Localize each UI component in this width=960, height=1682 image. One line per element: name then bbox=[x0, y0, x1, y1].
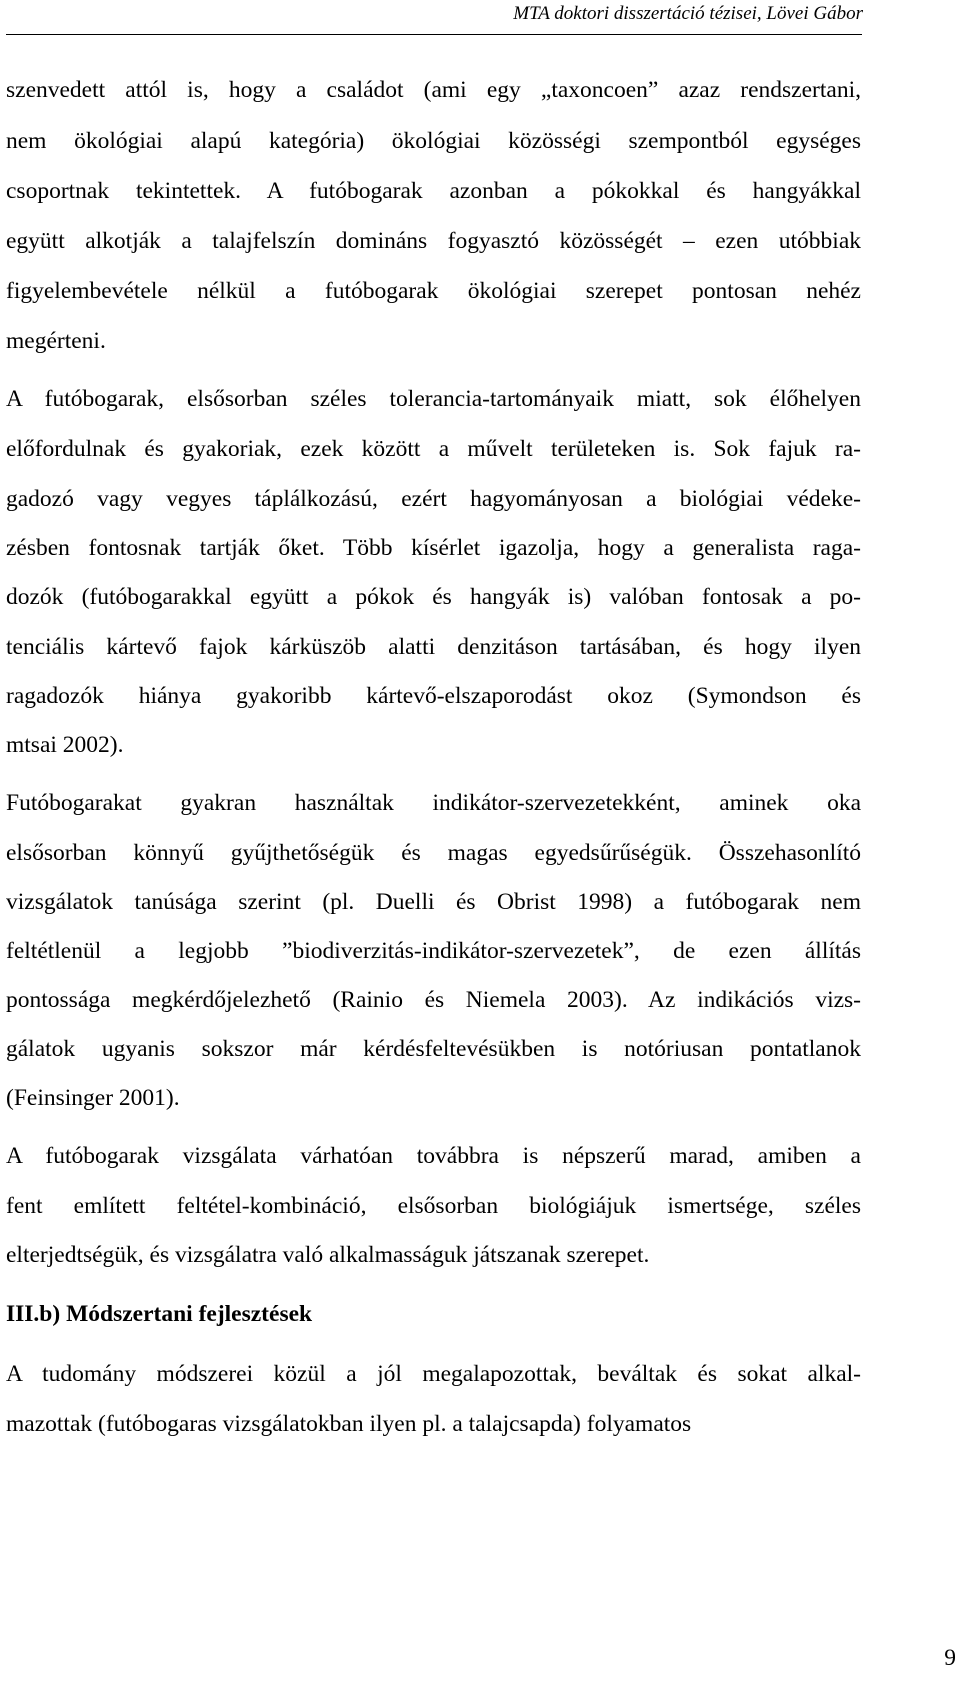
body-line: megérteni. bbox=[6, 328, 106, 354]
body-line: fent említett feltétel-kombináció, elsősorban biológiájuk ismertsége, széles bbox=[6, 1193, 861, 1219]
body-line: elsősorban könnyű gyűjthetőségük és magas egyedsűrűségük. Összehasonlító bbox=[6, 840, 861, 866]
body-line: pontossága megkérdőjelezhető (Rainio és Niemela 2003). Az indikációs vizs- bbox=[6, 987, 861, 1013]
body-line: A tudomány módszerei közül a jól megalapozottak, beváltak és sokat alkal- bbox=[6, 1361, 861, 1387]
body-line: figyelembevétele nélkül a futóbogarak ökológiai szerepet pontosan nehéz bbox=[6, 278, 861, 304]
body-line: dozók (futóbogarakkal együtt a pókok és hangyák is) valóban fontosak a po- bbox=[6, 584, 861, 610]
body-line: A futóbogarak vizsgálata várhatóan továbbra is népszerű marad, amiben a bbox=[6, 1143, 861, 1169]
body-line: csoportnak tekintettek. A futóbogarak azonban a pókokkal és hangyákkal bbox=[6, 178, 861, 204]
body-line: vizsgálatok tanúsága szerint (pl. Duelli és Obrist 1998) a futóbogarak nem bbox=[6, 889, 861, 915]
body-line: (Feinsinger 2001). bbox=[6, 1085, 180, 1111]
body-line: zésben fontosnak tartják őket. Több kísérlet igazolja, hogy a generalista raga- bbox=[6, 535, 861, 561]
body-line: ragadozók hiánya gyakoribb kártevő-elszaporodást okoz (Symondson és bbox=[6, 683, 861, 709]
body-line: gadozó vagy vegyes táplálkozású, ezért hagyományosan a biológiai védeke- bbox=[6, 486, 861, 512]
body-line: szenvedett attól is, hogy a családot (ami egy „taxoncoen” azaz rendszertani, bbox=[6, 77, 861, 103]
body-line: együtt alkotják a talajfelszín domináns fogyasztó közösségét – ezen utóbbiak bbox=[6, 228, 861, 254]
running-header: MTA doktori disszertáció tézisei, Lövei Gábor bbox=[513, 3, 863, 24]
header-rule bbox=[6, 34, 862, 35]
body-line: gálatok ugyanis sokszor már kérdésfeltevésükben is notóriusan pontatlanok bbox=[6, 1036, 861, 1062]
body-line: mtsai 2002). bbox=[6, 732, 124, 758]
section-heading: III.b) Módszertani fejlesztések bbox=[6, 1301, 313, 1327]
body-line: nem ökológiai alapú kategória) ökológiai közösségi szempontból egységes bbox=[6, 128, 861, 154]
body-line: tenciális kártevő fajok kárküszöb alatti denzitáson tartásában, és hogy ilyen bbox=[6, 634, 861, 660]
body-line: A futóbogarak, elsősorban széles tolerancia-tartományaik miatt, sok élőhelyen bbox=[6, 386, 861, 412]
body-line: előfordulnak és gyakoriak, ezek között a művelt területeken is. Sok fajuk ra- bbox=[6, 436, 861, 462]
page-number: 9 bbox=[944, 1645, 956, 1671]
body-line: Futóbogarakat gyakran használtak indikátor-szervezetekként, aminek oka bbox=[6, 790, 861, 816]
body-line: mazottak (futóbogaras vizsgálatokban ilyen pl. a talajcsapda) folyamatos bbox=[6, 1411, 692, 1437]
body-line: elterjedtségük, és vizsgálatra való alkalmasságuk játszanak szerepet. bbox=[6, 1242, 650, 1268]
body-line: feltétlenül a legjobb ”biodiverzitás-indikátor-szervezetek”, de ezen állítás bbox=[6, 938, 861, 964]
